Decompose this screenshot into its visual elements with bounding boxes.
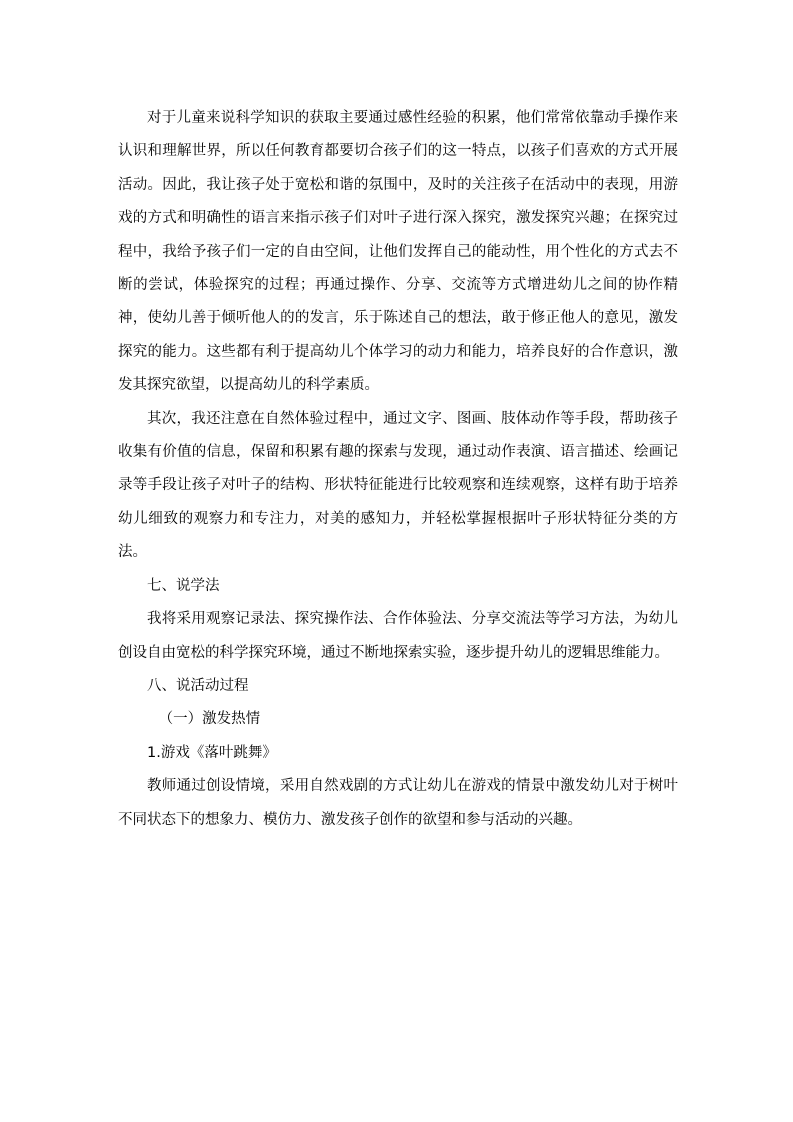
item-title-falling-leaves-game: 1.游戏《落叶跳舞》 [147, 744, 277, 761]
section-title-activity-process: 八、说活动过程 [147, 677, 249, 694]
paragraph-falling-leaves-game: 教师通过创设情境，采用自然戏剧的方式让幼儿在游戏的情景中激发幼儿对于树叶不同状态下的想象力、模仿力、激发孩子创作的欲望和参与活动的兴趣。 [118, 778, 678, 828]
paragraph-learning-methods: 我将采用观察记录法、探究操作法、合作体验法、分享交流法等学习方法，为幼儿创设自由宽松的科学探究环境，通过不断地探索实验，逐步提升幼儿的逻辑思维能力。 [118, 611, 678, 661]
section-title-learning-methods: 七、说学法 [147, 577, 220, 594]
subsection-title-inspire-enthusiasm: （一）激发热情 [158, 711, 261, 728]
document-body [118, 102, 678, 837]
paragraph-science-learning: 对于儿童来说科学知识的获取主要通过感性经验的积累，他们常常依靠动手操作来认识和理解世界，所以任何教育都要切合孩子们的这一特点，以孩子们喜欢的方式开展活动。因此，我让孩子处于宽松和谐的氛围中，及时的关注孩子在活动中的表现，用游戏的方式和明确性的语言来指示孩子们对叶子进行深入探究，激发探究兴趣；在探究过程中，我给予孩子们一定的自由空间，让他们发挥自己的能动性，用个性化的方式去不断的尝试，体验探究的过程；再通过操作、分享、交流等方式增进幼儿之间的协作精神，使幼儿善于倾听他人的的发言，乐于陈述自己的想法，敢于修正他人的意见，激发探究的能力。这些都有利于提高幼儿个体学习的动力和能力，培养良好的合作意识，激发其探究欲望，以提高幼儿的科学素质。 [118, 110, 678, 394]
paragraph-observation-methods: 其次，我还注意在自然体验过程中，通过文字、图画、肢体动作等手段，帮助孩子收集有价值的信息，保留和积累有趣的探索与发现，通过动作表演、语言描述、绘画记录等手段让孩子对叶子的结构、形状特征能进行比较观察和连续观察，这样有助于培养幼儿细致的观察力和专注力，对美的感知力，并轻松掌握根据叶子形状特征分类的方法。 [118, 410, 678, 561]
